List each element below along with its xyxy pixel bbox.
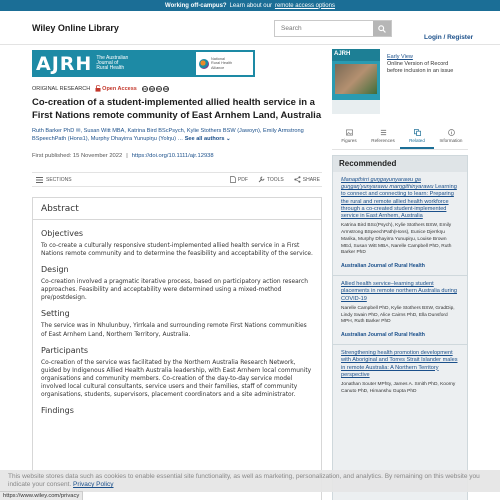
share-button[interactable] [294,176,320,183]
journal-cover[interactable] [332,49,380,114]
abstract-section-text: Co-creation involved a pragmatic iterative process, based on participatory action research approaches. Feasibility and acceptability were determined using a mixed-method pre/postdesign. [41,279,308,302]
tab-references[interactable] [366,128,400,149]
sections-button[interactable] [36,177,72,183]
by-icon: by [149,86,154,91]
off-campus-title: Working off-campus? [165,2,227,9]
recommended-journal[interactable]: Australian Journal of Rural Health [341,263,425,270]
abstract-section-heading: Findings [41,406,74,416]
tab-label: Related [409,138,425,143]
journal-name-line: Rural Health [96,65,125,72]
tab-label: Information [439,138,463,143]
search-icon [378,25,386,33]
article-meta-row [32,85,169,92]
recommended-authors: Jonathan Souter MPhty, James A. Smith PhD, Koorny Canuto PhD, Himanshu Gupta PhD [341,382,456,394]
cover-footer [332,100,380,114]
cover-photo [335,64,377,94]
info-icon [448,129,455,136]
related-icon [414,129,421,136]
recommended-authors: Narelle Campbell PhD, Kylie Stothers BSW, GradDip, Lindy Swain PhD, Alice Cairns PhD, Ella Dunsford MPH, Ruth Barker PhD [341,305,455,325]
abstract-section-text: Co-creation of the service was facilitated by the Northern Australia Research Network, guided by Indigenous Allied Health Australia leadership, with East Arnhem local community organisations and community members. Co-creation of the day-to-day service model involved local cultural consultants, service users and their families, staff of community organisations, students, supervisors, placement coordinators and a site administrator. [41,359,312,399]
site-header [0,11,500,45]
author-list [32,128,322,144]
recommended-title-link[interactable]: Allied health service–learning student placements in remote northern Australia during COVID-19 [341,281,457,302]
cookie-text: This website stores data such as cookies to enable essential site functionality, as well as marketing, personalization, and analytics. By remaining on this website you indicate your consent. [8,473,480,488]
authors-text[interactable]: Ruth Barker PhD ✉, Susan Witt MBA, Katrina Bird BScPsych, Kylie Stothers BSW (Jawoyn), Emily Armstrong BSpeechPath (Hons1), Murphy Dhayirra Yunupiŋu (Yolŋu) … [32,128,304,142]
early-view-block [387,54,453,75]
recommended-item [333,276,467,345]
recommended-panel [332,155,468,500]
cover-title: AJRH [332,49,380,61]
article-toolbar [32,172,322,187]
nc-icon: nc [156,86,161,91]
pdf-label: PDF [237,176,248,183]
tab-label: Figures [341,138,357,143]
first-published: First published: 15 November 2022 [32,153,123,159]
recommended-item [333,345,467,401]
tab-figures[interactable] [332,128,366,149]
early-view-line: Online Version of Record [387,61,449,67]
search-input[interactable] [275,21,373,36]
pdf-icon [230,176,236,183]
tools-label: TOOLS [266,176,284,183]
tools-button[interactable] [258,176,284,183]
early-view-line: before inclusion in an issue [387,68,454,74]
journal-name [96,56,128,72]
off-campus-banner [0,0,500,11]
abstract-heading: Abstract [33,198,321,220]
sections-label: SECTIONS [46,176,72,183]
journal-banner[interactable] [32,50,255,77]
recommended-title-link[interactable]: Strengthening health promotion development with Aboriginal and Torres Strait Islander males in remote Australia: A Northern Territory perspective [341,350,458,378]
doi-link[interactable]: https://doi.org/10.1111/ajr.12938 [131,153,214,159]
nrha-logo-text [211,57,232,70]
share-label: SHARE [302,176,320,183]
abstract-section-text: The service was in Nhulunbuy, Yirrkala and surrounding remote First Nations communities of East Arnhem Land, Northern Territory, Australia. [41,323,307,338]
nd-icon: nd [163,86,168,91]
early-view-link[interactable]: Early View [387,54,413,60]
journal-name-line: Journal of [96,59,119,66]
recommended-title-text: Learning to connect and connecting to learn: Preparing the rural and remote allied health workforce through a co-created student-implemented service in East Arnhem, Australia [341,184,457,220]
nrha-line: National [211,57,225,62]
abstract-section-text: To co-create a culturally responsive student-implemented allied health service in a First Nations remote community and to determine the feasibility and acceptability of the service. [41,243,313,258]
status-bar-url: https://www.wiley.com/privacy [0,491,83,500]
abstract-panel [32,197,322,500]
recommended-heading: Recommended [333,156,467,172]
pdf-button[interactable] [230,176,248,183]
search-button[interactable] [373,21,391,36]
separator: | [126,153,128,159]
side-tabs [332,128,468,150]
open-access-label: Open Access [102,85,137,92]
abstract-section-heading: Objectives [41,229,84,238]
nrha-logo [196,52,253,75]
remote-access-link[interactable]: remote access options [274,2,335,9]
tab-information[interactable] [434,128,468,149]
privacy-policy-link[interactable]: Privacy Policy [73,481,114,488]
abstract-section-heading: Design [41,265,69,275]
publication-info [32,153,214,159]
cookie-banner [0,470,500,492]
article-title: Co-creation of a student-implemented allied health service in a First Nations remote community of East Arnhem Land, Australia [32,97,322,121]
abstract-section-heading: Participants [41,345,88,355]
recommended-title-link[interactable] [341,177,459,220]
journal-acronym: AJRH [36,52,93,75]
see-all-authors-link[interactable]: See all authors ⌄ [184,135,231,142]
abstract-body [33,220,321,421]
off-campus-text: Learn about our [229,2,272,9]
open-lock-icon [95,85,101,92]
login-register-link[interactable]: Login / Register [424,34,474,41]
nrha-line: Rural Health [211,61,233,66]
journal-name-line: The Australian [96,54,129,61]
article-type: ORIGINAL RESEARCH [32,85,91,92]
recommended-title-italic: Manapthirri guŋgayunyarawu ga guŋgaŋ'yunyarawu marŋgithinyarawu [341,177,434,191]
menu-icon [36,177,43,183]
license-icons[interactable] [142,86,169,92]
nrha-line: Alliance [211,65,225,70]
recommended-item [333,172,467,276]
share-icon [294,176,301,183]
open-access-badge [95,85,137,92]
cc-icon: cc [142,86,147,91]
list-icon [380,129,387,136]
tab-related[interactable] [400,128,434,149]
image-icon [346,129,353,136]
recommended-journal[interactable]: Australian Journal of Rural Health [341,332,425,339]
abstract-section-heading: Setting [41,309,70,319]
tab-label: References [371,138,395,143]
recommended-authors: Katrina Bird BSc(Psych), Kylie Stothers BSW, Emily Armstrong BSpeechPath(Hons), Eunice Djerrkŋu Marika, Murphy Dhayirra Yunupiŋu, Louise Brown MEd, Susan Witt MBA, Narelle Campbell PhD, Ruth Barker PhD [341,223,452,256]
nrha-emblem-icon [199,59,209,69]
search-box [274,20,392,37]
wrench-icon [258,176,265,183]
wiley-logo[interactable]: Wiley Online Library [32,22,119,33]
